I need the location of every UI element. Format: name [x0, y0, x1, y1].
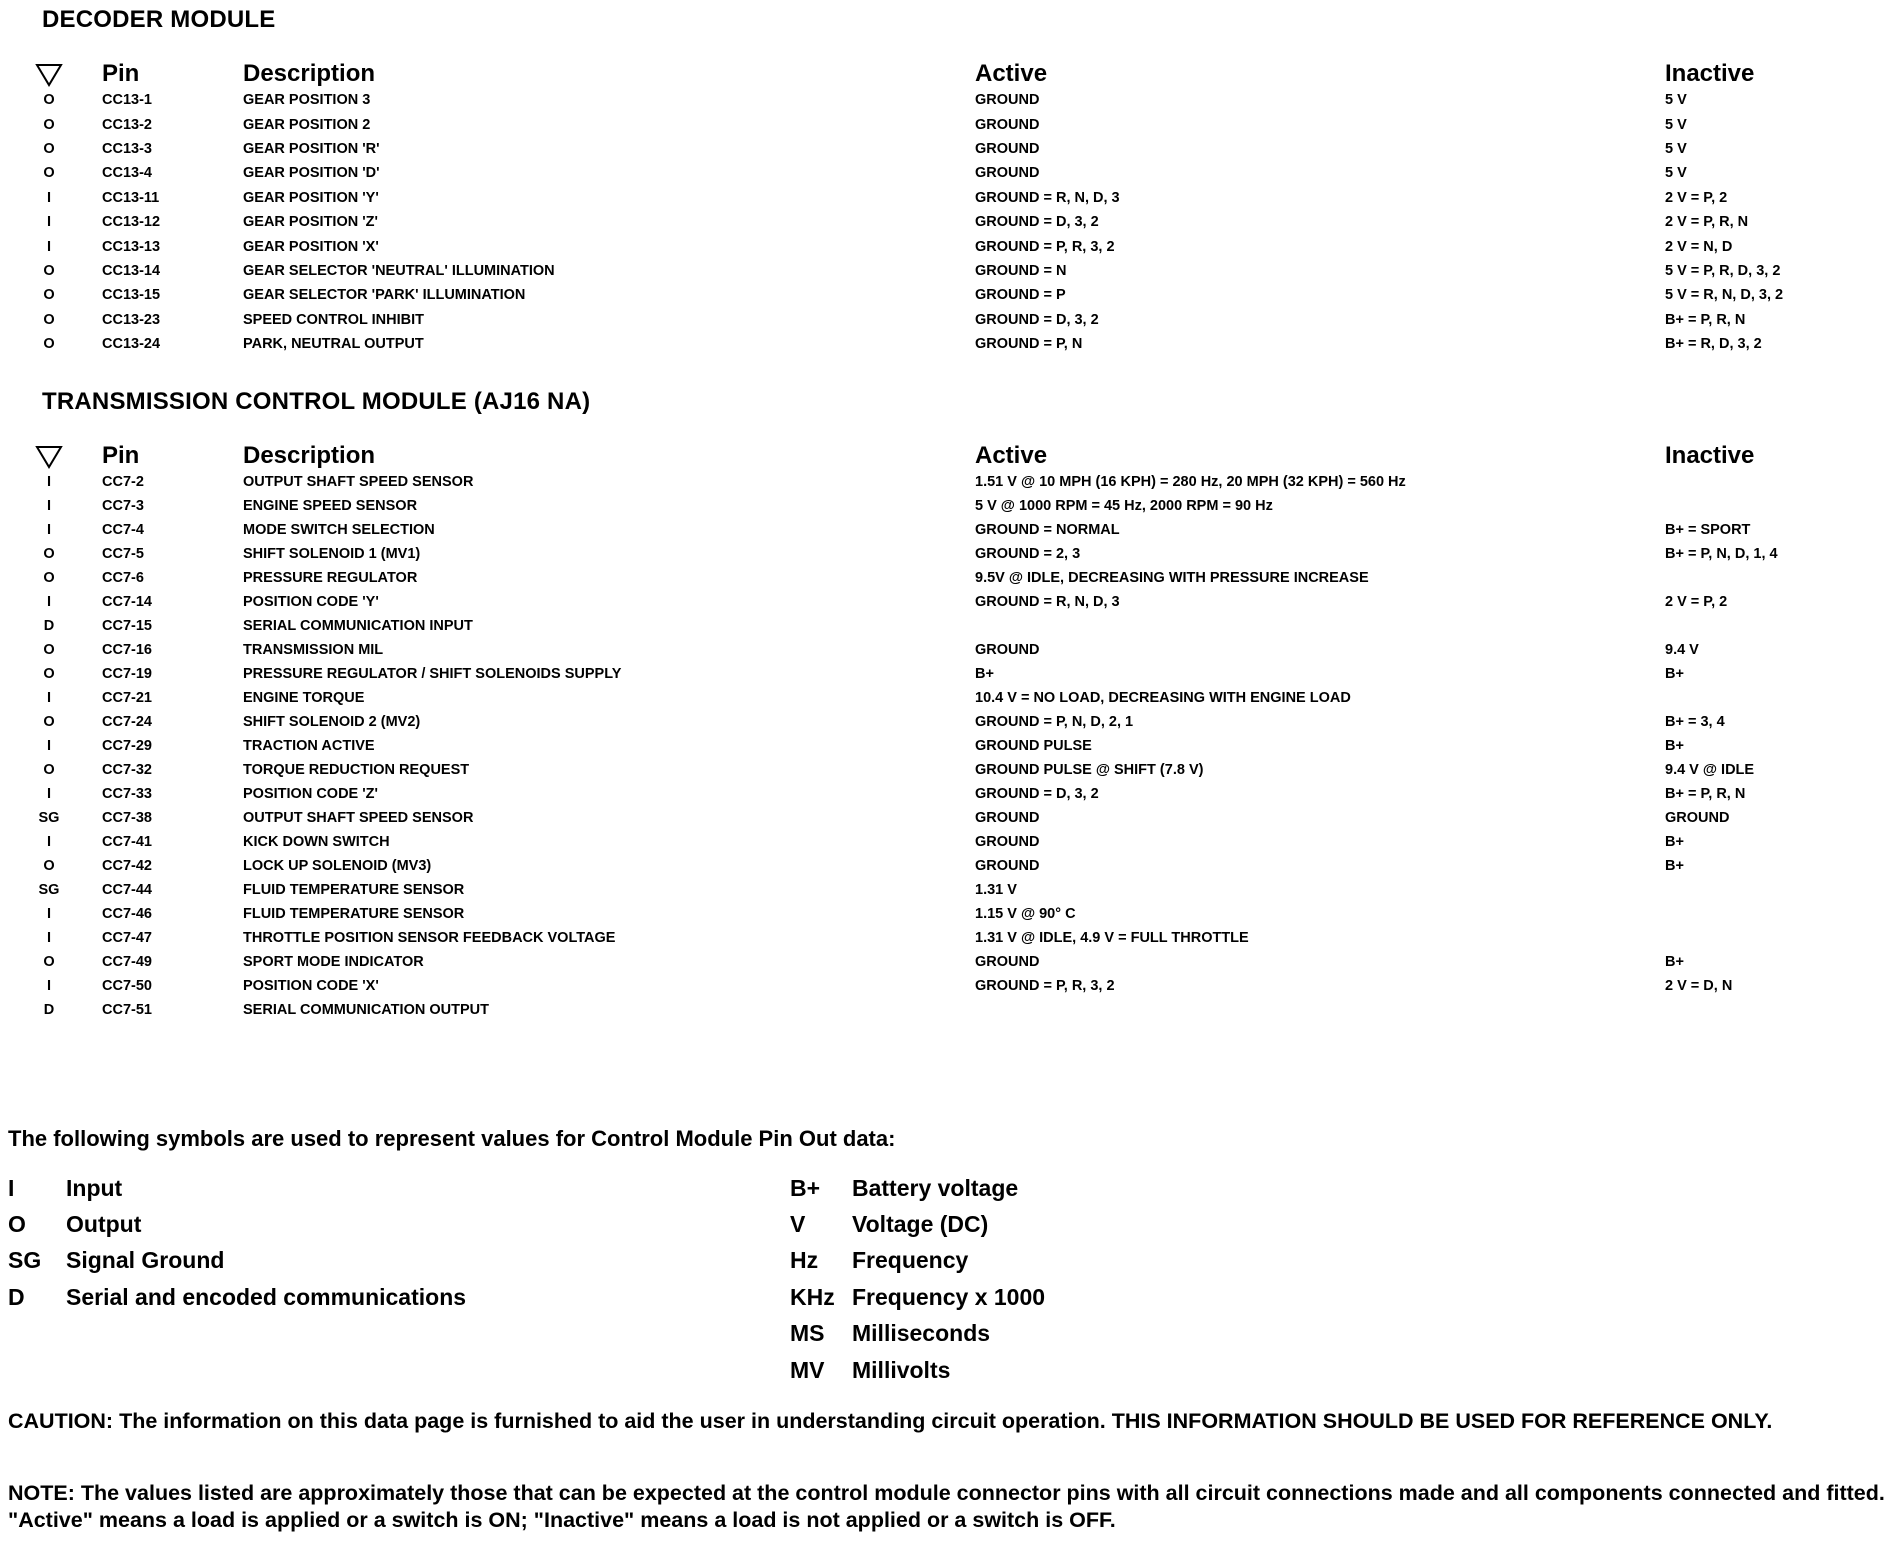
caution-text: CAUTION: The information on this data page is furnished to aid the user in understanding circuit operation. THIS INFORMATION SHOULD BE USED FOR REFERENCE ONLY. [8, 1409, 1773, 1433]
legend-abbreviation: I [8, 1174, 15, 1201]
legend-abbreviation: KHz [790, 1283, 835, 1310]
pin-id-cell: CC7-50 [102, 978, 152, 994]
legend-item [8, 1279, 466, 1315]
legend-meaning: Serial and encoded communications [66, 1283, 467, 1310]
note-text: NOTE: The values listed are approximately those that can be expected at the control module connector pins with all circuit connections made and all components connected and fitted. "Active" means a load is applied or a switch is ON; "Inactive" means a load is not applied or a switch is OFF. [8, 1481, 1885, 1532]
inactive-value-cell: B+ = P, N, D, 1, 4 [1665, 546, 1778, 562]
table-row [34, 758, 1864, 782]
table-row [34, 88, 1864, 112]
legend-right-column [790, 1170, 1045, 1388]
legend-meaning: Milliseconds [852, 1320, 991, 1347]
pin-description-cell: SERIAL COMMUNICATION INPUT [243, 618, 473, 634]
decoder-section-title: DECODER MODULE [42, 6, 276, 33]
active-value-cell: GROUND = D, 3, 2 [975, 311, 1099, 328]
inactive-value-cell: 5 V [1665, 116, 1687, 133]
pin-id-cell: CC7-24 [102, 714, 152, 730]
pin-type-cell: I [46, 498, 52, 514]
legend-intro: The following symbols are used to represent values for Control Module Pin Out data: [8, 1126, 896, 1151]
legend-item [790, 1243, 1045, 1279]
pin-id-cell: CC13-13 [102, 238, 161, 255]
pin-description-cell: OUTPUT SHAFT SPEED SENSOR [243, 810, 474, 826]
pin-id-cell: CC13-23 [102, 311, 161, 328]
table-row [34, 137, 1864, 161]
inactive-column-header: Inactive [1665, 442, 1755, 469]
legend-meaning: Signal Ground [66, 1247, 225, 1274]
legend-meaning: Frequency x 1000 [852, 1283, 1046, 1310]
table-row [34, 638, 1864, 662]
pin-type-cell: I [46, 690, 52, 706]
table-row [34, 566, 1864, 590]
pin-type-cell: I [46, 594, 52, 610]
pin-id-cell: CC7-6 [102, 570, 144, 586]
inactive-value-cell: 5 V = P, R, D, 3, 2 [1665, 262, 1781, 279]
pin-description-cell: GEAR POSITION 3 [243, 92, 371, 109]
active-value-cell: B+ [975, 666, 994, 682]
pin-description-cell: LOCK UP SOLENOID (MV3) [243, 858, 432, 874]
legend-item [790, 1316, 1045, 1352]
pin-id-cell: CC13-2 [102, 116, 152, 133]
table-row [34, 974, 1864, 998]
active-column-header: Active [975, 60, 1048, 87]
pin-type-cell: I [46, 522, 52, 538]
pin-type-cell: SG [38, 882, 60, 898]
legend-item [8, 1170, 466, 1206]
pin-description-cell: TRACTION ACTIVE [243, 738, 375, 754]
pin-id-cell: CC13-3 [102, 140, 152, 157]
pin-id-cell: CC7-33 [102, 786, 152, 802]
inactive-value-cell: B+ [1665, 738, 1684, 754]
pin-id-cell: CC7-42 [102, 858, 152, 874]
active-value-cell: GROUND = D, 3, 2 [975, 786, 1099, 802]
table-row [34, 830, 1864, 854]
tcm-pin-table [34, 434, 1864, 1022]
inactive-value-cell: 2 V = P, 2 [1665, 189, 1728, 206]
pin-description-cell: GEAR POSITION 'R' [243, 140, 380, 157]
pin-description-cell: KICK DOWN SWITCH [243, 834, 390, 850]
inactive-value-cell: 2 V = D, N [1665, 978, 1733, 994]
legend-meaning: Frequency [852, 1247, 969, 1274]
pin-type-cell: O [43, 311, 55, 328]
inactive-value-cell [1665, 566, 1864, 590]
legend-abbreviation: B+ [790, 1174, 821, 1201]
legend-meaning: Output [66, 1211, 142, 1238]
table-row [34, 470, 1864, 494]
pin-id-cell: CC7-38 [102, 810, 152, 826]
pin-id-cell: CC13-1 [102, 92, 152, 109]
inactive-value-cell: B+ [1665, 858, 1684, 874]
active-value-cell: GROUND = P, N, D, 2, 1 [975, 714, 1134, 730]
inactive-value-cell [1665, 494, 1864, 518]
pin-type-cell: D [43, 1002, 55, 1018]
table-row [34, 902, 1864, 926]
active-value-cell: 1.15 V @ 90° C [975, 906, 1076, 922]
legend-item [790, 1206, 1045, 1242]
inactive-value-cell: 5 V [1665, 92, 1687, 109]
inactive-value-cell [1665, 686, 1864, 710]
table-row [34, 806, 1864, 830]
pin-description-cell: GEAR SELECTOR 'NEUTRAL' ILLUMINATION [243, 262, 555, 279]
inactive-value-cell [1665, 998, 1864, 1022]
pin-id-cell: CC7-32 [102, 762, 152, 778]
table-row [34, 332, 1864, 356]
pin-column-header: Pin [102, 442, 140, 469]
active-column-header: Active [975, 442, 1048, 469]
pin-type-cell: I [46, 834, 52, 850]
pin-id-cell: CC13-11 [102, 189, 160, 206]
pin-type-cell: O [43, 165, 55, 182]
active-value-cell: GROUND [975, 116, 1040, 133]
legend-meaning: Battery voltage [852, 1174, 1019, 1201]
table-row [34, 926, 1864, 950]
legend-abbreviation: MS [790, 1320, 825, 1347]
legend-meaning: Voltage (DC) [852, 1211, 989, 1238]
legend-item [8, 1206, 466, 1242]
pin-description-cell: GEAR POSITION 'D' [243, 165, 380, 182]
legend-item [790, 1170, 1045, 1206]
active-value-cell: GROUND = R, N, D, 3 [975, 594, 1120, 610]
inactive-value-cell: GROUND [1665, 810, 1730, 826]
pin-type-cell: I [46, 930, 52, 946]
inactive-value-cell: B+ = P, R, N [1665, 311, 1746, 328]
legend-left-column [8, 1170, 466, 1316]
legend-abbreviation: MV [790, 1356, 825, 1383]
inactive-value-cell: 2 V = P, R, N [1665, 214, 1749, 231]
active-value-cell: GROUND = N [975, 262, 1067, 279]
pin-description-cell: SHIFT SOLENOID 2 (MV2) [243, 714, 421, 730]
active-value-cell: GROUND [975, 954, 1040, 970]
pin-description-cell: GEAR POSITION 'X' [243, 238, 379, 255]
pin-type-cell: O [43, 762, 55, 778]
pin-description-cell: SHIFT SOLENOID 1 (MV1) [243, 546, 421, 562]
table-row [34, 854, 1864, 878]
pin-type-cell: SG [38, 810, 60, 826]
active-value-cell: GROUND [975, 858, 1040, 874]
pin-id-cell: CC7-29 [102, 738, 152, 754]
pin-id-cell: CC7-5 [102, 546, 144, 562]
pin-description-cell: SPORT MODE INDICATOR [243, 954, 424, 970]
pin-description-cell: ENGINE TORQUE [243, 690, 365, 706]
pin-type-cell: I [46, 978, 52, 994]
active-value-cell: GROUND PULSE [975, 738, 1092, 754]
pin-description-cell: GEAR POSITION 2 [243, 116, 371, 133]
pin-type-cell: O [43, 287, 55, 304]
active-value-cell: GROUND = P, N [975, 336, 1083, 353]
table-row [34, 283, 1864, 307]
triangle-down-icon [35, 63, 63, 87]
pin-description-cell: PRESSURE REGULATOR / SHIFT SOLENOIDS SUPPLY [243, 666, 622, 682]
inactive-value-cell: 9.4 V [1665, 642, 1699, 658]
pin-description-cell: GEAR POSITION 'Y' [243, 189, 379, 206]
active-value-cell: GROUND PULSE @ SHIFT (7.8 V) [975, 762, 1204, 778]
pin-type-cell: I [46, 474, 52, 490]
table-row [34, 998, 1864, 1022]
pin-type-cell: O [43, 858, 55, 874]
active-value-cell: 1.31 V [975, 882, 1017, 898]
legend-abbreviation: O [8, 1211, 26, 1238]
pin-type-cell: O [43, 262, 55, 279]
table-row [34, 614, 1864, 638]
table-row [34, 662, 1864, 686]
inactive-value-cell: B+ [1665, 954, 1684, 970]
active-value-cell: 1.31 V @ IDLE, 4.9 V = FULL THROTTLE [975, 930, 1249, 946]
tcm-section-title: TRANSMISSION CONTROL MODULE (AJ16 NA) [42, 388, 591, 415]
pin-type-cell: I [46, 238, 52, 255]
pin-id-cell: CC13-14 [102, 262, 161, 279]
active-value-cell [975, 614, 1665, 638]
pin-id-cell: CC7-51 [102, 1002, 152, 1018]
table-row [34, 210, 1864, 234]
pin-type-cell: I [46, 738, 52, 754]
legend-item [8, 1243, 466, 1279]
pin-id-cell: CC7-4 [102, 522, 144, 538]
pin-type-cell: O [43, 140, 55, 157]
pin-id-cell: CC7-21 [102, 690, 152, 706]
active-value-cell: GROUND [975, 165, 1040, 182]
table-row [34, 686, 1864, 710]
pin-type-cell: O [43, 336, 55, 353]
inactive-value-cell: 5 V [1665, 140, 1687, 157]
pin-type-cell: O [43, 666, 55, 682]
table-row [34, 112, 1864, 136]
table-row [34, 710, 1864, 734]
active-value-cell: GROUND = P, R, 3, 2 [975, 978, 1115, 994]
pin-type-cell: O [43, 546, 55, 562]
pin-id-cell: CC7-44 [102, 882, 152, 898]
active-value-cell: 5 V @ 1000 RPM = 45 Hz, 2000 RPM = 90 Hz [975, 498, 1273, 514]
table-row [34, 950, 1864, 974]
active-value-cell: GROUND = R, N, D, 3 [975, 189, 1120, 206]
pin-type-cell: O [43, 714, 55, 730]
pin-description-cell: POSITION CODE 'Z' [243, 786, 378, 802]
pin-id-cell: CC7-2 [102, 474, 144, 490]
table-row [34, 878, 1864, 902]
table-row [34, 542, 1864, 566]
inactive-value-cell: B+ = 3, 4 [1665, 714, 1725, 730]
pin-description-cell: SERIAL COMMUNICATION OUTPUT [243, 1002, 489, 1018]
active-value-cell: 1.51 V @ 10 MPH (16 KPH) = 280 Hz, 20 MPH (32 KPH) = 560 Hz [975, 474, 1406, 490]
pin-id-cell: CC7-14 [102, 594, 152, 610]
pin-id-cell: CC7-15 [102, 618, 152, 634]
pin-type-cell: O [43, 116, 55, 133]
active-value-cell: GROUND [975, 140, 1040, 157]
pin-type-cell: O [43, 92, 55, 109]
pin-description-cell: TORQUE REDUCTION REQUEST [243, 762, 470, 778]
pin-id-cell: CC7-3 [102, 498, 144, 514]
table-row [34, 494, 1864, 518]
active-value-cell: GROUND [975, 810, 1040, 826]
triangle-down-icon [35, 445, 63, 469]
pin-type-cell: I [46, 786, 52, 802]
active-value-cell: GROUND [975, 642, 1040, 658]
description-column-header: Description [243, 60, 376, 87]
table-row [34, 590, 1864, 614]
pin-description-cell: FLUID TEMPERATURE SENSOR [243, 906, 465, 922]
pin-type-cell: O [43, 642, 55, 658]
pin-id-cell: CC7-41 [102, 834, 152, 850]
active-value-cell: GROUND = 2, 3 [975, 546, 1081, 562]
pin-type-cell: I [46, 906, 52, 922]
inactive-value-cell: 2 V = P, 2 [1665, 594, 1728, 610]
pin-id-cell: CC7-49 [102, 954, 152, 970]
active-value-cell: GROUND [975, 834, 1040, 850]
active-value-cell [975, 998, 1665, 1022]
pin-type-cell: I [46, 214, 52, 231]
active-value-cell: GROUND = P [975, 287, 1066, 304]
pin-id-cell: CC13-12 [102, 214, 161, 231]
inactive-value-cell: 5 V [1665, 165, 1687, 182]
table-row [34, 259, 1864, 283]
pin-type-cell: O [43, 570, 55, 586]
pin-description-cell: POSITION CODE 'Y' [243, 594, 379, 610]
legend-item [790, 1352, 1045, 1388]
legend-meaning: Millivolts [852, 1356, 951, 1383]
pin-id-cell: CC13-24 [102, 336, 161, 353]
pin-description-cell: SPEED CONTROL INHIBIT [243, 311, 424, 328]
inactive-value-cell [1665, 470, 1864, 494]
active-value-cell: 9.5V @ IDLE, DECREASING WITH PRESSURE INCREASE [975, 570, 1369, 586]
active-value-cell: GROUND = NORMAL [975, 522, 1120, 538]
table-row [34, 518, 1864, 542]
pin-id-cell: CC13-4 [102, 165, 152, 182]
table-row [34, 734, 1864, 758]
pin-type-cell: D [43, 618, 55, 634]
inactive-value-cell [1665, 902, 1864, 926]
symbol-column-header [34, 52, 64, 88]
pin-description-cell: GEAR POSITION 'Z' [243, 214, 378, 231]
pin-description-cell: FLUID TEMPERATURE SENSOR [243, 882, 465, 898]
inactive-value-cell: 2 V = N, D [1665, 238, 1733, 255]
pin-id-cell: CC7-47 [102, 930, 152, 946]
inactive-value-cell: B+ = SPORT [1665, 522, 1751, 538]
pin-description-cell: PARK, NEUTRAL OUTPUT [243, 336, 424, 353]
inactive-value-cell: 9.4 V @ IDLE [1665, 762, 1755, 778]
table-header-row [34, 434, 1864, 470]
pin-description-cell: TRANSMISSION MIL [243, 642, 384, 658]
table-row [34, 308, 1864, 332]
inactive-column-header: Inactive [1665, 60, 1755, 87]
inactive-value-cell [1665, 878, 1864, 902]
pin-column-header: Pin [102, 60, 140, 87]
inactive-value-cell: B+ [1665, 666, 1684, 682]
legend-abbreviation: Hz [790, 1247, 819, 1274]
pin-description-cell: PRESSURE REGULATOR [243, 570, 418, 586]
table-row [34, 161, 1864, 185]
pin-id-cell: CC7-46 [102, 906, 152, 922]
active-value-cell: GROUND [975, 92, 1040, 109]
description-column-header: Description [243, 442, 376, 469]
symbol-column-header [34, 434, 64, 470]
pin-description-cell: MODE SWITCH SELECTION [243, 522, 435, 538]
table-row [34, 782, 1864, 806]
pin-description-cell: ENGINE SPEED SENSOR [243, 498, 418, 514]
pin-description-cell: GEAR SELECTOR 'PARK' ILLUMINATION [243, 287, 526, 304]
pin-type-cell: O [43, 954, 55, 970]
pin-type-cell: I [46, 189, 52, 206]
legend-meaning: Input [66, 1174, 123, 1201]
pin-description-cell: THROTTLE POSITION SENSOR FEEDBACK VOLTAGE [243, 930, 616, 946]
pin-id-cell: CC13-15 [102, 287, 161, 304]
inactive-value-cell [1665, 926, 1864, 950]
legend-item [790, 1279, 1045, 1315]
inactive-value-cell: 5 V = R, N, D, 3, 2 [1665, 287, 1784, 304]
legend-abbreviation: V [790, 1211, 806, 1238]
inactive-value-cell [1665, 614, 1864, 638]
table-row [34, 186, 1864, 210]
inactive-value-cell: B+ [1665, 834, 1684, 850]
active-value-cell: GROUND = P, R, 3, 2 [975, 238, 1115, 255]
active-value-cell: 10.4 V = NO LOAD, DECREASING WITH ENGINE LOAD [975, 690, 1351, 706]
pin-description-cell: OUTPUT SHAFT SPEED SENSOR [243, 474, 474, 490]
pin-description-cell: POSITION CODE 'X' [243, 978, 379, 994]
active-value-cell: GROUND = D, 3, 2 [975, 214, 1099, 231]
pin-id-cell: CC7-16 [102, 642, 152, 658]
inactive-value-cell: B+ = P, R, N [1665, 786, 1746, 802]
inactive-value-cell: B+ = R, D, 3, 2 [1665, 336, 1762, 353]
table-header-row [34, 52, 1864, 88]
decoder-pin-table [34, 52, 1864, 356]
legend-abbreviation: SG [8, 1247, 42, 1274]
table-row [34, 234, 1864, 258]
legend-abbreviation: D [8, 1283, 25, 1310]
pin-id-cell: CC7-19 [102, 666, 152, 682]
